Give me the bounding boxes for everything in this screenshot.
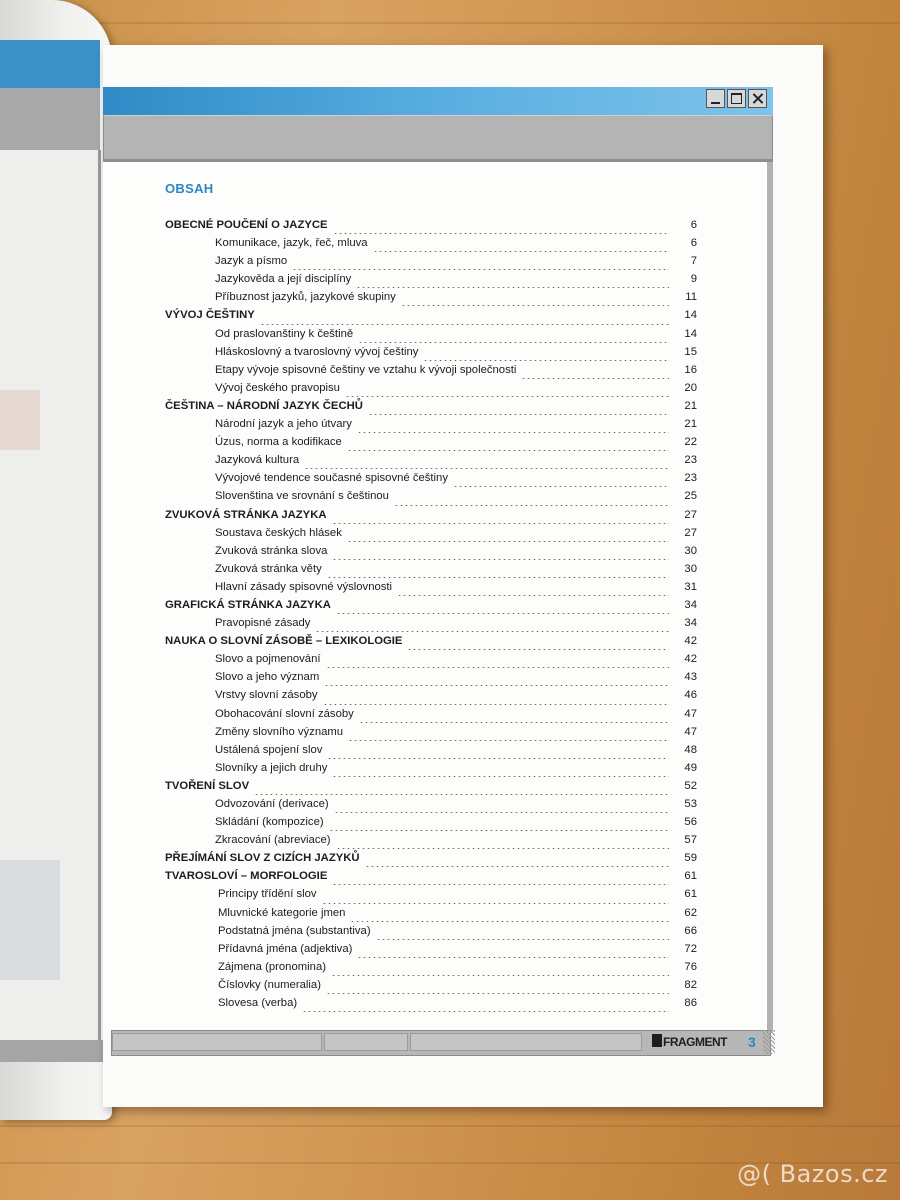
page-number: 3 <box>748 1034 756 1050</box>
toc-leader <box>329 830 669 831</box>
toc-leader <box>373 251 669 252</box>
toc-chapter <box>165 852 697 870</box>
toc-page-number: 27 <box>684 526 697 539</box>
toc-leader <box>397 595 669 596</box>
toc-page-number: 52 <box>684 779 697 792</box>
toc-page-number: 76 <box>684 960 697 973</box>
page-footer <box>111 1030 771 1056</box>
toc-page-number: 42 <box>684 653 697 666</box>
toc-leader <box>304 468 669 469</box>
toc-page-number: 34 <box>684 598 697 611</box>
toc-page-number: 14 <box>684 309 697 322</box>
toc-title: Mluvnické kategorie jmen <box>218 906 346 919</box>
toc-title: Změny slovního významu <box>215 725 344 738</box>
toc-title: PŘEJÍMÁNÍ SLOV Z CIZÍCH JAZYKŮ <box>165 852 360 865</box>
toc-leader <box>347 541 669 542</box>
toc-leader <box>357 957 669 958</box>
toc-page-number: 47 <box>684 725 697 738</box>
toc-entry <box>165 454 697 472</box>
toc-leader <box>345 396 669 397</box>
toc-title: Slovo a jeho význam <box>215 671 320 684</box>
toc-entry <box>165 563 697 581</box>
toc-title: ZVUKOVÁ STRÁNKA JAZYKA <box>165 508 327 521</box>
footer-segment <box>112 1033 322 1051</box>
toc-page-number: 62 <box>684 906 697 919</box>
toc-page-number: 11 <box>685 291 697 304</box>
toc-leader <box>326 667 669 668</box>
toc-page-number: 22 <box>684 436 697 449</box>
toc-entry <box>165 527 697 545</box>
toc-leader <box>332 559 669 560</box>
toc-title: Hlavní zásady spisovné výslovnosti <box>215 580 393 593</box>
toc-leader <box>423 360 669 361</box>
toc-entry <box>165 581 697 599</box>
toc-page-number: 23 <box>684 472 697 485</box>
toc-leader <box>359 722 669 723</box>
toc-entry <box>165 346 697 364</box>
toc-chapter <box>165 780 697 798</box>
toc-entry <box>165 328 697 346</box>
toc-entry <box>165 708 697 726</box>
toc-leader <box>368 414 669 415</box>
toc-leader <box>407 649 669 650</box>
toc-title: Zkracování (abreviace) <box>215 834 331 847</box>
toc-leader <box>348 740 669 741</box>
toc-chapter <box>165 635 697 653</box>
toc-entry <box>165 255 697 273</box>
toc-entry <box>165 997 697 1015</box>
toc-chapter <box>165 219 697 237</box>
toc-page-number: 43 <box>684 671 697 684</box>
toc-leader <box>453 486 669 487</box>
toc-title: Zvuková stránka slova <box>215 544 328 557</box>
toc-title: Číslovky (numeralia) <box>218 978 321 991</box>
toc-entry <box>165 816 697 834</box>
toc-page-number: 34 <box>684 617 697 630</box>
toc-entry <box>165 979 697 997</box>
wood-grain <box>0 22 900 24</box>
footer-segment <box>410 1033 642 1051</box>
toc-page-number: 25 <box>684 490 697 503</box>
toc-leader <box>350 921 669 922</box>
toc-leader <box>358 342 669 343</box>
toc-leader <box>336 848 669 849</box>
toc-leader <box>521 378 669 379</box>
toc-title: Slovesa (verba) <box>218 997 298 1010</box>
left-page-footer <box>0 1040 106 1062</box>
toc-entry <box>165 472 697 490</box>
toc-title: VÝVOJ ČEŠTINY <box>165 309 255 322</box>
toc-page-number: 86 <box>684 997 697 1010</box>
left-page-titlebar <box>0 40 100 88</box>
toc-title: Soustava českých hlásek <box>215 526 342 539</box>
logo-mark-icon <box>652 1034 662 1047</box>
toc-chapter <box>165 599 697 617</box>
window-toolbar <box>103 115 773 161</box>
close-icon <box>748 89 767 108</box>
window-controls <box>706 89 767 111</box>
toc-title: Vývoj českého pravopisu <box>215 381 340 394</box>
toc-entry <box>165 545 697 563</box>
toc-leader <box>331 975 669 976</box>
maximize-icon <box>727 89 746 108</box>
toc-page-number: 61 <box>684 870 697 883</box>
toc-entry <box>165 961 697 979</box>
left-page-image <box>0 860 60 980</box>
toc-page-number: 59 <box>684 852 697 865</box>
footer-segment <box>324 1033 408 1051</box>
toc-title: OBECNÉ POUČENÍ O JAZYCE <box>165 219 328 231</box>
toc-entry <box>165 291 697 309</box>
toc-page-number: 46 <box>684 689 697 702</box>
toc-page-number: 47 <box>684 707 697 720</box>
toc-leader <box>401 305 669 306</box>
toc-title: Přídavná jména (adjektiva) <box>218 942 353 955</box>
toc-entry <box>165 364 697 382</box>
toc-title: Slovo a pojmenování <box>215 653 321 666</box>
watermark: @( Bazos.cz <box>737 1160 888 1188</box>
toc-page-number: 9 <box>690 273 697 286</box>
toc-leader <box>326 993 669 994</box>
toc-page-number: 7 <box>690 255 697 268</box>
left-page <box>0 0 112 1120</box>
toc-entry <box>165 762 697 780</box>
toc-leader <box>356 287 669 288</box>
minimize-icon <box>706 89 725 108</box>
toc-title: NAUKA O SLOVNÍ ZÁSOBĚ – LEXIKOLOGIE <box>165 635 403 648</box>
toc-entry <box>165 834 697 852</box>
toc-page-number: 30 <box>684 544 697 557</box>
toc-page-number: 48 <box>684 743 697 756</box>
toc-entry <box>165 943 697 961</box>
toc-title: Zvuková stránka věty <box>215 562 322 575</box>
left-page-image <box>0 390 40 450</box>
toc-entry <box>165 273 697 291</box>
toc-page-number: 66 <box>684 924 697 937</box>
toc-title: Podstatná jména (substantiva) <box>218 924 371 937</box>
toc-entry <box>165 744 697 762</box>
toc-leader <box>332 523 669 524</box>
toc-page-number: 27 <box>684 508 697 521</box>
toc-page-number: 72 <box>684 942 697 955</box>
toc-title: Jazyk a písmo <box>215 255 288 268</box>
book-page <box>103 45 823 1107</box>
toc-page-number: 21 <box>684 399 697 412</box>
toc-page-number: 16 <box>684 363 697 376</box>
toc-title: Komunikace, jazyk, řeč, mluva <box>215 237 368 250</box>
toc-page-number: 14 <box>684 327 697 340</box>
toc-page-number: 49 <box>684 761 697 774</box>
toc-title: Etapy vývoje spisovné češtiny ve vztahu k vývoji společnosti <box>215 363 517 376</box>
toc-entry <box>165 689 697 707</box>
toc-title: ČEŠTINA – NÁRODNÍ JAZYK ČECHŮ <box>165 399 363 412</box>
toc-chapter <box>165 870 697 888</box>
toc-leader <box>327 758 669 759</box>
toc-leader <box>302 1011 669 1012</box>
toc-page-number: 61 <box>684 888 697 901</box>
toc-title: Zájmena (pronomina) <box>218 960 326 973</box>
toc-leader <box>334 812 669 813</box>
toc-entry <box>165 418 697 436</box>
toc-leader <box>333 233 669 234</box>
toc-entry <box>165 726 697 744</box>
toc-leader <box>394 505 669 506</box>
page-title: OBSAH <box>165 181 214 196</box>
toc-entry <box>165 237 697 255</box>
publisher-logo-text: FRAGMENT <box>663 1035 727 1049</box>
toc-entry <box>165 798 697 816</box>
toc-leader <box>376 939 669 940</box>
toc-entry <box>165 653 697 671</box>
toc-title: Obohacování slovní zásoby <box>215 707 354 720</box>
toc-title: Úzus, norma a kodifikace <box>215 436 342 449</box>
toc-page-number: 53 <box>684 798 697 810</box>
toc-leader <box>332 776 669 777</box>
toc-title: Principy třídění slov <box>218 888 317 901</box>
toc-leader <box>365 866 669 867</box>
toc-title: Pravopisné zásady <box>215 617 311 630</box>
toc-leader <box>336 613 669 614</box>
toc-title: Jazykověda a její disciplíny <box>215 273 352 286</box>
toc-leader <box>322 903 669 904</box>
toc-entry <box>165 907 697 925</box>
toc-entry <box>165 490 697 508</box>
toc-title: Národní jazyk a jeho útvary <box>215 418 352 431</box>
toc-title: Příbuznost jazyků, jazykové skupiny <box>215 291 396 304</box>
toc-page-number: 42 <box>684 635 697 648</box>
toc-title: GRAFICKÁ STRÁNKA JAZYKA <box>165 598 331 611</box>
wood-grain <box>0 1125 900 1127</box>
toc-page-number: 57 <box>684 834 697 847</box>
toc-entry <box>165 671 697 689</box>
toc-title: Skládání (kompozice) <box>215 816 324 829</box>
publisher-logo <box>652 1033 727 1051</box>
toc-title: TVAROSLOVÍ – MORFOLOGIE <box>165 870 328 883</box>
toc-leader <box>292 269 669 270</box>
toc-title: TVOŘENÍ SLOV <box>165 779 250 792</box>
toc-title: Odvozování (derivace) <box>215 798 329 810</box>
toc-page-number: 6 <box>690 219 697 231</box>
toc-page-number: 23 <box>684 454 697 467</box>
toc-leader <box>323 704 669 705</box>
window-titlebar <box>103 87 773 115</box>
toc-leader <box>260 324 669 325</box>
table-of-contents <box>165 219 697 1015</box>
toc-page-number: 82 <box>684 978 697 991</box>
toc-page-number: 21 <box>684 418 697 431</box>
toc-page-number: 56 <box>684 816 697 829</box>
toc-leader <box>254 794 669 795</box>
toc-chapter <box>165 400 697 418</box>
toc-leader <box>357 432 669 433</box>
toc-title: Vývojové tendence současné spisovné češtiny <box>215 472 448 485</box>
toc-page-number: 30 <box>684 562 697 575</box>
toc-entry <box>165 925 697 943</box>
toc-chapter <box>165 309 697 327</box>
toc-title: Slovenština ve srovnání s češtinou <box>215 490 389 503</box>
toc-entry <box>165 382 697 400</box>
toc-page-number: 15 <box>684 345 697 358</box>
toc-leader <box>324 685 669 686</box>
toc-title: Ustálená spojení slov <box>215 743 323 756</box>
toc-title: Od praslovanštiny k češtině <box>215 327 354 340</box>
toc-entry <box>165 617 697 635</box>
toc-entry <box>165 888 697 906</box>
toc-page-number: 6 <box>690 237 697 250</box>
left-page-toolbar <box>0 88 100 153</box>
toc-title: Vrstvy slovní zásoby <box>215 689 318 702</box>
footer-hatch <box>763 1030 775 1054</box>
toc-leader <box>347 450 669 451</box>
toc-leader <box>315 631 669 632</box>
toc-leader <box>327 577 669 578</box>
toc-title: Slovníky a jejich druhy <box>215 761 328 774</box>
toc-leader <box>332 884 669 885</box>
toc-page-number: 20 <box>684 381 697 394</box>
toc-chapter <box>165 509 697 527</box>
toc-page-number: 31 <box>684 580 697 593</box>
toc-title: Jazyková kultura <box>215 454 300 467</box>
toc-title: Hláskoslovný a tvaroslovný vývoj češtiny <box>215 345 419 358</box>
toc-entry <box>165 436 697 454</box>
